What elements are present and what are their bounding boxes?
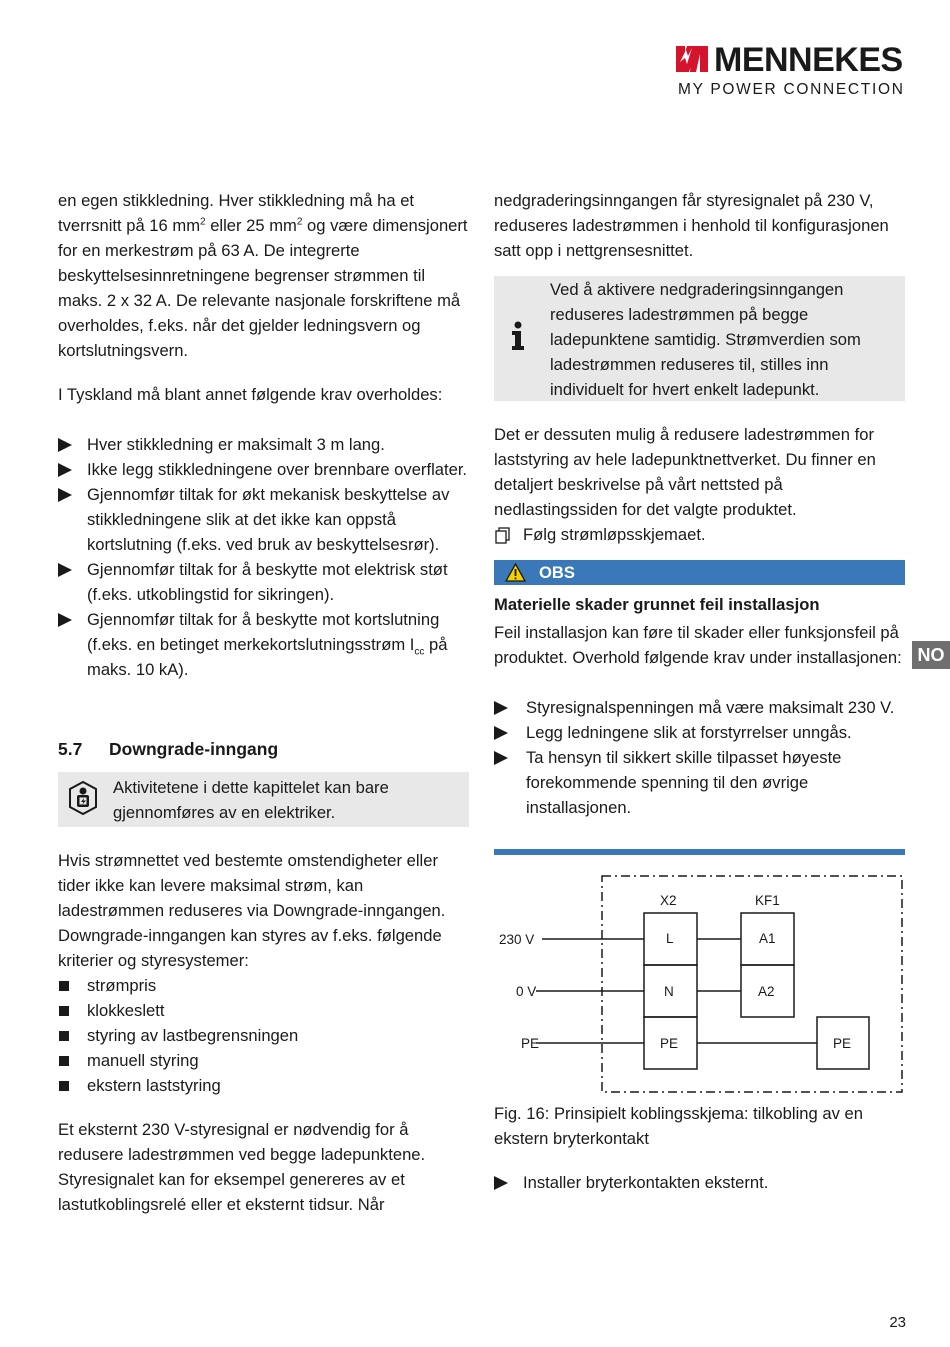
square-bullet-icon: [59, 1031, 69, 1041]
list-item: [58, 557, 470, 607]
wiring-diagram: [494, 870, 906, 1098]
label-n: N: [664, 984, 674, 999]
obs-warning-bar: [494, 560, 905, 585]
list-item-text: Ikke legg stikkledningene over brennbare overflater.: [87, 460, 468, 479]
subscript-cc: cc: [414, 646, 425, 658]
list-item-text: klokkeslett: [87, 1001, 165, 1020]
label-230v: 230 V: [499, 932, 535, 947]
list-item: [58, 482, 470, 557]
obs-requirements-list: [494, 695, 906, 820]
list-item: [58, 1023, 470, 1048]
list-item-text: Styresignalspenningen må være maksimalt 230 V.: [526, 698, 895, 717]
requirements-list: [58, 432, 470, 682]
list-item: [58, 1073, 470, 1098]
language-tab: NO: [912, 641, 950, 669]
label-pe-terminal: PE: [833, 1036, 852, 1051]
square-bullet-icon: [59, 1081, 69, 1091]
section-number: 5.7: [58, 739, 83, 759]
triangle-bullet-icon: [58, 488, 72, 502]
list-item-text: ekstern laststyring: [87, 1076, 221, 1095]
label-pe-in: PE: [521, 1036, 540, 1051]
label-0v: 0 V: [516, 984, 537, 999]
section-heading: [58, 737, 470, 762]
list-item: [58, 607, 470, 682]
triangle-bullet-icon: [58, 563, 72, 577]
brand-tagline: MY POWER CONNECTION: [678, 81, 905, 98]
triangle-bullet-icon: [494, 1176, 508, 1190]
list-item-text: Legg ledningene slik at forstyrrelser unngås.: [526, 723, 852, 742]
brand-name: MENNEKES: [714, 41, 903, 79]
electrician-note: [58, 772, 469, 827]
right-paragraph-config: nedgraderingsinngangen får styresignalet på 230 V, reduseres ladestrømmen i henhold til konfigurasjonen satt opp i nettgrensesnittet.: [494, 191, 889, 260]
left-paragraph-germany: I Tyskland må blant annet følgende krav overholdes:: [58, 385, 443, 404]
obs-text: Feil installasjon kan føre til skader eller funksjonsfeil på produktet. Overhold følgende krav under installasjonen:: [494, 623, 902, 667]
mennekes-logo-mark-icon: [676, 46, 708, 72]
square-bullet-icon: [59, 1056, 69, 1066]
label-kf1: KF1: [755, 893, 780, 908]
electrician-icon: [66, 781, 100, 815]
cable-text-c: og være dimensjonert for en merkestrøm på 63 A. De integrerte beskyttelsesinnretningene begrenser strømmen til maks. 2 x 32 A. De relevante nasjonale forskriftene må overholdes, f.eks. når det gjelder ledningsvern og kortslutningsvern.: [58, 216, 468, 360]
list-item-text: strømpris: [87, 976, 157, 995]
list-item-text: Hver stikkledning er maksimalt 3 m lang.: [87, 435, 385, 454]
criteria-list: [58, 973, 470, 1098]
list-item: [494, 720, 906, 745]
superscript-2: 2: [200, 216, 206, 228]
right-paragraph-load: Det er dessuten mulig å redusere ladestrømmen for laststyring av hele ladepunktnettverket. Du finner en detaljert beskrivelse på vårt nettsted på nedlastingssiden for det valgte produktet.: [494, 425, 876, 519]
info-icon: [509, 321, 527, 351]
obs-end-rule: [494, 849, 905, 855]
device-boundary: [602, 876, 902, 1092]
triangle-bullet-icon: [58, 463, 72, 477]
square-bullet-icon: [59, 981, 69, 991]
list-item-text: Gjennomfør tiltak for å beskytte mot elektrisk støt (f.eks. utkoblingstid for sikringen).: [87, 560, 448, 604]
document-reference-text: Følg strømløpsskjemaet.: [523, 525, 706, 544]
list-item: [494, 695, 906, 720]
triangle-bullet-icon: [58, 613, 72, 627]
list-item-text: Gjennomfør tiltak for økt mekanisk beskyttelse av stikkledningene slik at det ikke kan oppstå kortslutning (f.eks. ved bruk av beskyttelsesrør).: [87, 485, 450, 554]
left-paragraph-cables: [58, 188, 470, 363]
list-item: [494, 1170, 906, 1195]
left-paragraph-signal: Et eksternt 230 V-styresignal er nødvendig for å redusere ladestrømmen ved begge ladepunktene. Styresignalet kan for eksempel genereres av et lastutkoblingsrelé eller et eksternt tidsur. Når: [58, 1120, 426, 1214]
obs-label: OBS: [539, 563, 575, 582]
list-item-text: styring av lastbegrensningen: [87, 1026, 299, 1045]
page-number: 23: [889, 1314, 906, 1331]
label-x2: X2: [660, 893, 677, 908]
info-note-text: Ved å aktivere nedgraderingsinngangen reduseres ladestrømmen på begge ladepunktene samtidig. Strømverdien som ladestrømmen reduseres til, stilles inn individuelt for hvert enkelt ladepunkt.: [550, 280, 861, 399]
triangle-bullet-icon: [494, 751, 508, 765]
cable-text-b: eller 25 mm: [205, 216, 297, 235]
section-title: Downgrade-inngang: [109, 739, 279, 759]
document-icon: [495, 527, 510, 544]
square-bullet-icon: [59, 1006, 69, 1016]
list-item-text: på maks. 10 kA).: [87, 635, 448, 679]
figure-caption: Fig. 16: Prinsipielt koblingsskjema: tilkobling av en ekstern bryterkontakt: [494, 1104, 863, 1148]
label-a1: A1: [759, 931, 776, 946]
label-x2-pe: PE: [660, 1036, 679, 1051]
label-l: L: [666, 931, 674, 946]
warning-icon: [505, 563, 526, 582]
list-item: [58, 432, 470, 457]
instruction-list: [494, 1170, 906, 1195]
label-a2: A2: [758, 984, 775, 999]
list-item: [58, 1048, 470, 1073]
left-paragraph-downgrade: Hvis strømnettet ved bestemte omstendigheter eller tider ikke kan levere maksimal strøm, kan ladestrømmen reduseres via Downgrade-inngangen. Downgrade-inngangen kan styres av f.eks. følgende kriterier og styresystemer:: [58, 851, 446, 970]
list-item: [58, 457, 470, 482]
list-item-text: Gjennomfør tiltak for å beskytte mot kortslutning (f.eks. en betinget merkekortslutningsstrøm I: [87, 610, 440, 654]
info-note: [494, 276, 905, 401]
electrician-note-text: Aktivitetene i dette kapittelet kan bare gjennomføres av en elektriker.: [113, 778, 389, 822]
list-item-text: Ta hensyn til sikkert skille tilpasset høyeste forekommende spenning til den øvrige installasjonen.: [526, 748, 842, 817]
triangle-bullet-icon: [494, 726, 508, 740]
mennekes-logo: [676, 40, 906, 104]
obs-title: Materielle skader grunnet feil installasjon: [494, 595, 820, 614]
cable-text-a: en egen stikkledning. Hver stikkledning må ha et tverrsnitt på 16 mm: [58, 191, 415, 235]
triangle-bullet-icon: [58, 438, 72, 452]
list-item: [58, 973, 470, 998]
list-item-text: Installer bryterkontakten eksternt.: [523, 1173, 769, 1192]
triangle-bullet-icon: [494, 701, 508, 715]
list-item: [494, 745, 906, 820]
list-item-text: manuell styring: [87, 1051, 199, 1070]
superscript-2: 2: [296, 216, 303, 228]
list-item: [58, 998, 470, 1023]
